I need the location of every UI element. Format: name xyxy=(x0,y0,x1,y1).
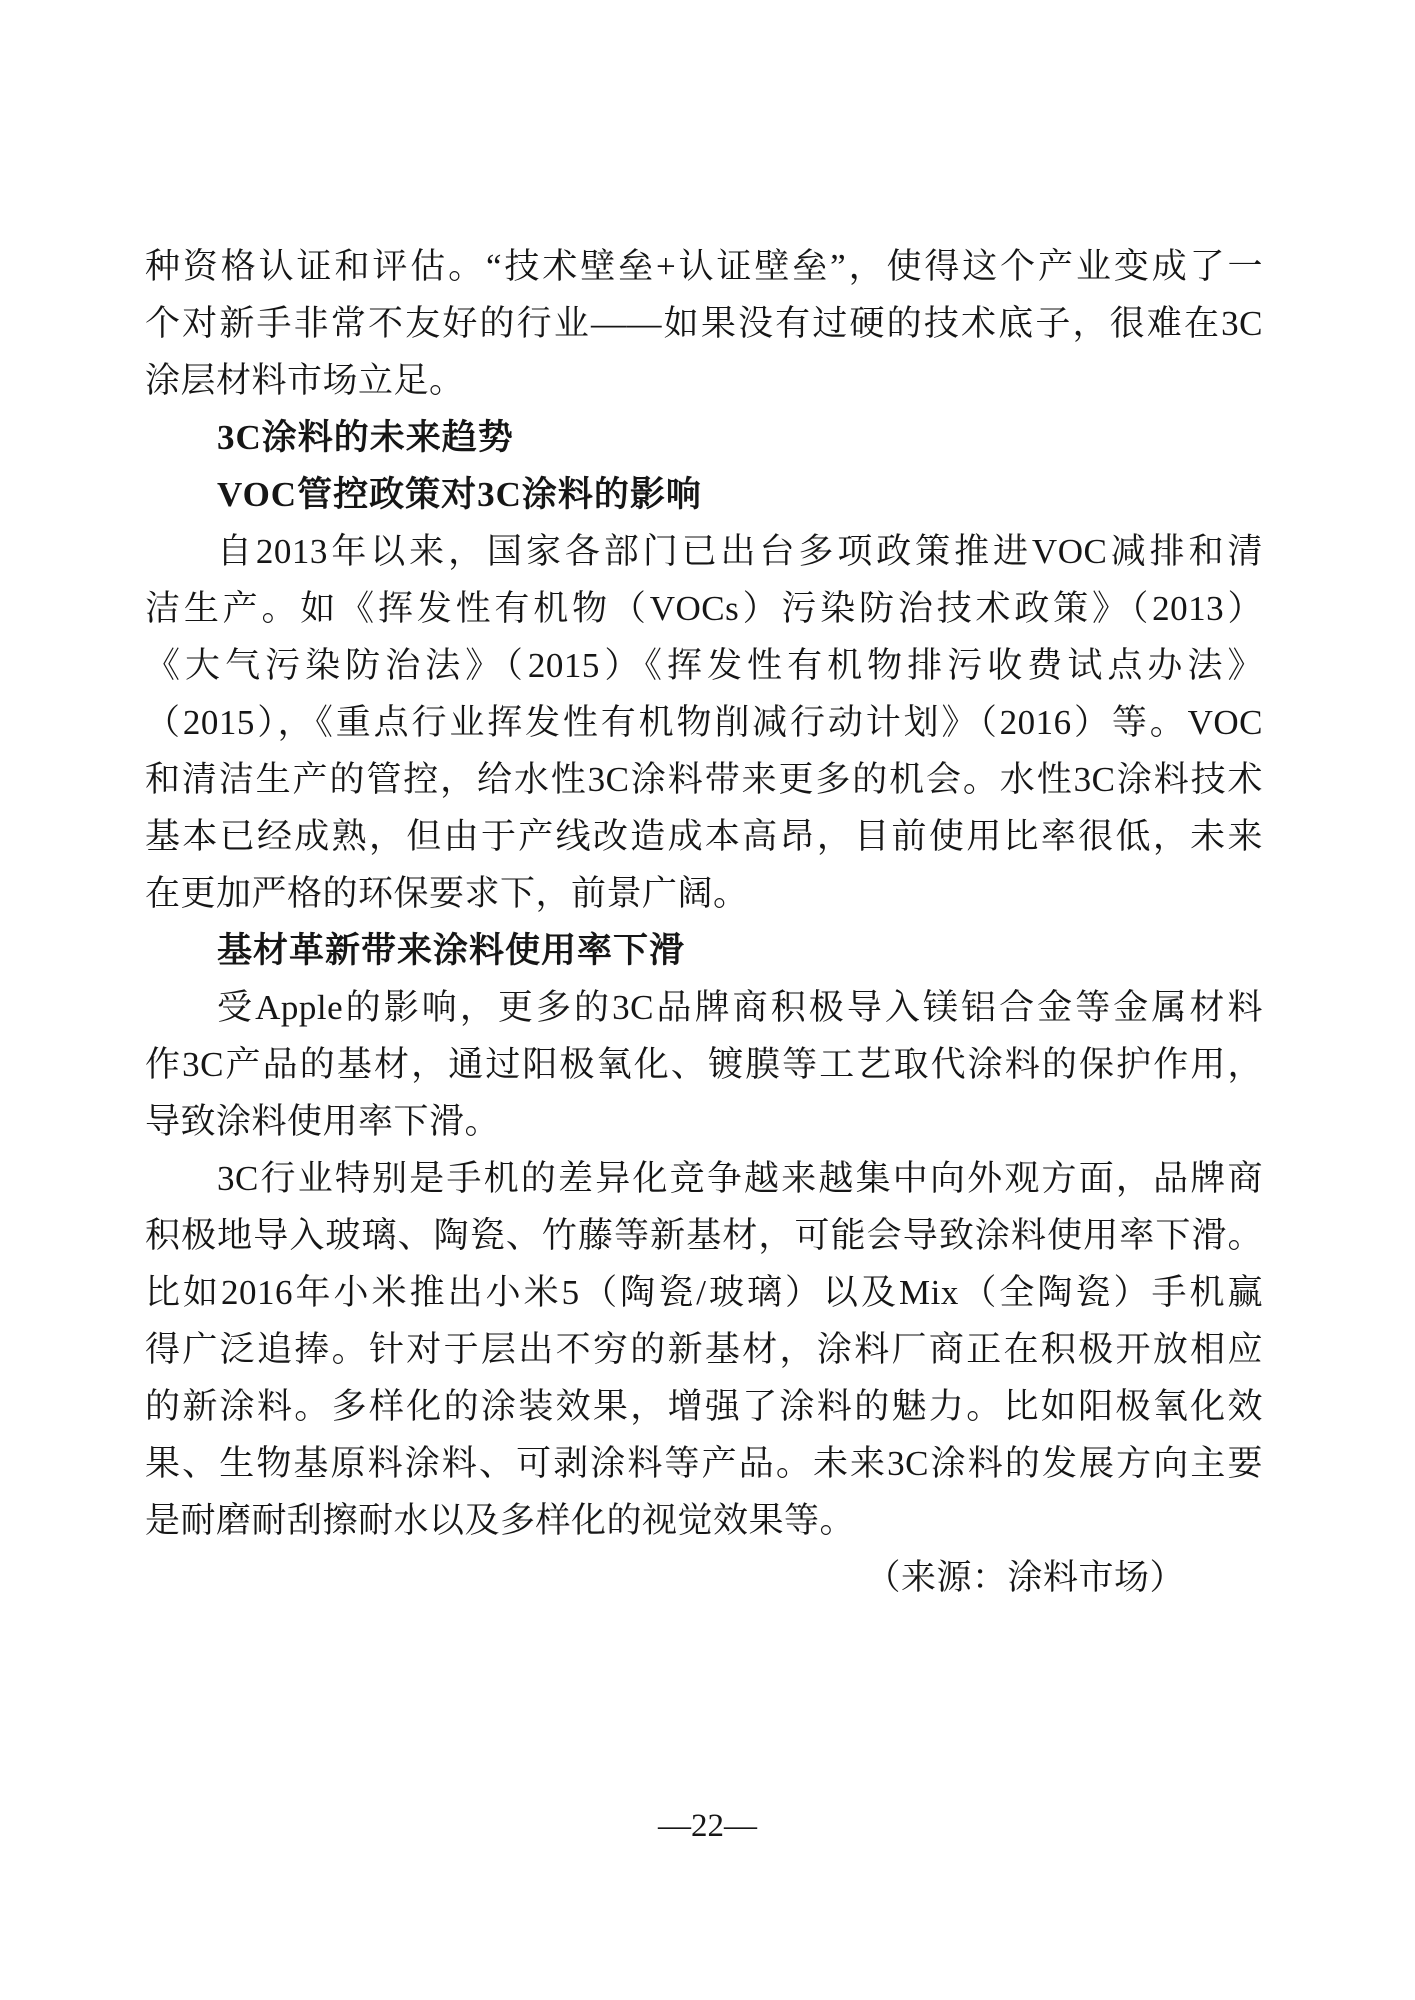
text-line: （来源：涂料市场） xyxy=(865,1558,1185,1597)
text-line: 作3C产品的基材，通过阳极氧化、镀膜等工艺取代涂料的保护作用， xyxy=(145,1045,1263,1084)
text-line: 的新涂料。多样化的涂装效果，增强了涂料的魅力。比如阳极氧化效 xyxy=(145,1387,1263,1426)
document-body xyxy=(145,238,1263,1606)
text-line: 积极地导入玻璃、陶瓷、竹藤等新基材，可能会导致涂料使用率下滑。 xyxy=(145,1216,1263,1255)
text-line: 在更加严格的环保要求下，前景广阔。 xyxy=(145,874,749,913)
text-line: 得广泛追捧。针对于层出不穷的新基材，涂料厂商正在积极开放相应 xyxy=(145,1330,1263,1369)
text-line: 基本已经成熟，但由于产线改造成本高昂，目前使用比率很低，未来 xyxy=(145,817,1263,856)
text-line: 比如2016年小米推出小米5（陶瓷/玻璃）以及Mix（全陶瓷）手机赢 xyxy=(145,1273,1263,1312)
paragraph xyxy=(145,979,1263,1150)
page-number-label: —22— xyxy=(658,1808,757,1844)
paragraph xyxy=(145,238,1263,409)
text-line: 是耐磨耐刮擦耐水以及多样化的视觉效果等。 xyxy=(145,1501,856,1540)
text-line: （2015），《重点行业挥发性有机物削减行动计划》（2016）等。VOC xyxy=(145,703,1263,742)
text-line: 和清洁生产的管控，给水性3C涂料带来更多的机会。水性3C涂料技术 xyxy=(145,760,1263,799)
paragraph xyxy=(145,523,1263,922)
text-line: 3C行业特别是手机的差异化竞争越来越集中向外观方面，品牌商 xyxy=(217,1159,1263,1198)
text-line: 种资格认证和评估。“技术壁垒+认证壁垒”，使得这个产业变成了一 xyxy=(145,247,1263,286)
paragraph xyxy=(145,1150,1263,1549)
text-line: 涂层材料市场立足。 xyxy=(145,361,465,400)
text-line: 自2013年以来，国家各部门已出台多项政策推进VOC减排和清 xyxy=(217,532,1263,571)
text-line: 导致涂料使用率下滑。 xyxy=(145,1102,501,1141)
text-line: 个对新手非常不友好的行业——如果没有过硬的技术底子，很难在3C xyxy=(145,304,1263,343)
section-heading xyxy=(145,409,1263,466)
text-line: 受Apple的影响，更多的3C品牌商积极导入镁铝合金等金属材料 xyxy=(217,988,1263,1027)
text-line: VOC管控政策对3C涂料的影响 xyxy=(217,475,702,514)
text-line: 基材革新带来涂料使用率下滑 xyxy=(217,931,686,970)
text-line: 3C涂料的未来趋势 xyxy=(217,418,514,457)
source-attribution xyxy=(145,1549,1263,1606)
text-line: 《大气污染防治法》（2015）《挥发性有机物排污收费试点办法》 xyxy=(145,646,1263,685)
section-heading xyxy=(145,466,1263,523)
text-line: 果、生物基原料涂料、可剥涂料等产品。未来3C涂料的发展方向主要 xyxy=(145,1444,1263,1483)
text-line: 洁生产。如《挥发性有机物（VOCs）污染防治技术政策》（2013） xyxy=(145,589,1263,628)
page-number xyxy=(0,1806,1415,1846)
section-heading xyxy=(145,922,1263,979)
